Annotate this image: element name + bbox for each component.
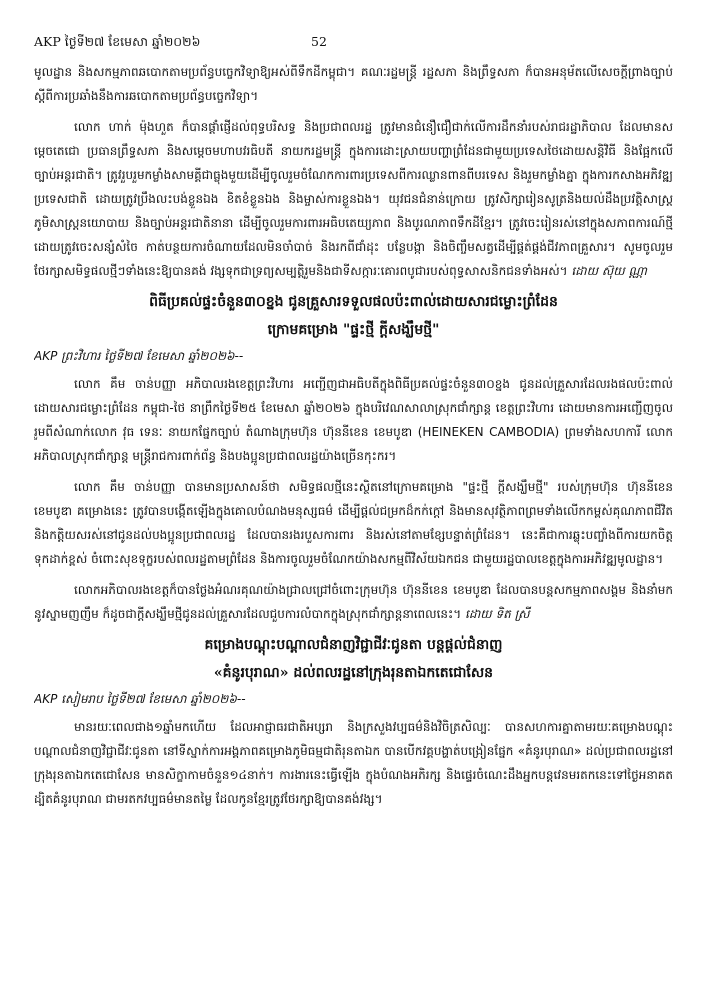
article3-headline-line-2: «គំនូរបុរាណ» ដល់ពលរដ្ឋនៅក្រុងរុនតាឯកតេជោសែន: [213, 665, 494, 681]
article1-paragraph-1: មូលដ្ឋាន និងសកម្មភាពឆបោកតាមប្រព័ន្ធបច្ចេកវិទ្យាឱ្យអស់ពីទឹកដីកម្ពុជា។ គណៈរដ្ឋមន្ត្រី រដ្ឋសភា និងព្រឹទ្ធសភា ក៏បានអនុម័តលើសេចក្តីព្រាងច្បាប់ស្តីពីការប្រឆាំងនឹងការឆបោកតាមប្រព័ន្ធបច្ចេកវិទ្យា។: [34, 65, 673, 103]
article2-dateline: AKP ព្រះវិហារ ថ្ងៃទី២៧ ខែមេសា ឆ្នាំ២០២៦--: [34, 349, 244, 363]
article1-byline: ដោយ ស៊ុយ ណ្ណា: [571, 264, 647, 278]
article2-paragraph-3: [34, 578, 673, 626]
article3-paragraph-1: មានរយៈពេលជាង១ឆ្នាំមកហើយ ដែលអាជ្ញាធរជាតិអប្សរា និងក្រសួងវប្បធម៌និងវិចិត្រសិល្បៈ បានសហការគ្នាតាមរយៈគម្រោងបណ្តុះបណ្តាលជំនាញវិជ្ជាជីវៈជូនតា នៅទីស្នាក់ការអង្គភាពគម្រោងភូមិធម្មជាតិរុនតាឯក បានបើកវគ្គបង្ហាត់បង្រៀនផ្នែក «គំនូរបុរាណ» ដល់ប្រជាពលរដ្ឋនៅក្រុងរុនតាឯកតេជោសែន មានសិក្ខាកាមចំនួន១៤នាក់។ ការងារនេះធ្វើឡើង ក្នុងបំណងអភិរក្ស និងផ្ទេរចំណេះដឹងអ្នកបន្តវេនមរតកនេះទៅថ្ងៃអនាគត ដ្បិតគំនូរបុរាណ ជាមរតកវប្បធម៌មានតម្លៃ ដែលកូនខ្មែរត្រូវថែរក្សាឱ្យបានគង់វង្ស។: [34, 720, 673, 806]
article1-paragraph-2-text: លោក ហាក់ ម៉ុងហួត ក៏បានផ្តាំផ្ញើដល់ពុទ្ធបរិសទ្ធ និងប្រជាពលរដ្ឋ ត្រូវមានជំនឿជឿជាក់លើការដឹកនាំរបស់រាជរដ្ឋាភិបាល ដែលមានសម្តេចតេជោ ប្រធានព្រឹទ្ធសភា និងសម្តេចមហាបវរធិបតី នាយករដ្ឋមន្ត្រី ក្នុងការដោះស្រាយបញ្ហាព្រំដែនជាមួយប្រទេសថៃដោយសន្តិវិធី និងផ្អែកលើច្បាប់អន្តរជាតិ។ ត្រូវរួបរួមកម្លាំងសាមគ្គីជាធ្លុងមួយដើម្បីចូលរួមចំណែកការពារប្រទេសពីការឈ្លានពានពីបរទេស និងរួមកម្លាំងគ្នា ក្នុងការកសាងអភិវឌ្ឍប្រទេសជាតិ ដោយត្រូវប្រឹងលះបង់ខ្លួនឯង ខិតខំខ្លួនឯង និងម្ចាស់ការខ្លួនឯង។ យុវជនជំនាន់ក្រោយ ត្រូវសិក្សារៀនសូត្រនិងយល់ដឹងប្រវត្តិសាស្ត្រ ភូមិសាស្ត្រនយោបាយ និងច្បាប់អន្តរជាតិនានា ដើម្បីចូលរួមការពារអធិបតេយ្យភាព និងបូរណភាពទឹកដីខ្មែរ។ ត្រូវចេះរៀនរស់នៅក្នុងសភាពការណ៍ថ្មី ដោយត្រូវចេះសន្សំសំចៃ កាត់បន្ថយការចំណាយដែលមិនចាំបាច់ និងរកពីជាំដុះ បន្លែបង្កា និងចិញ្ចឹមសត្វដើម្បីផ្គត់ផ្គង់ជីវភាពគ្រួសារ។ សូមចូលរួមថែរក្សាសមិទ្ធផលថ្មីៗទាំងនេះឱ្យបានគង់ វង្សទុកជាទ្រព្យសម្បត្តិរួមនិងជាទីសក្ការៈគោរពបូជារបស់ពុទ្ធសាសនិកជនទាំងអស់។: [34, 120, 673, 278]
page-number: 52: [311, 34, 327, 49]
header-agency-date: AKP ថ្ងៃទី២៧ ខែមេសា ឆ្នាំ២០២៦: [34, 34, 201, 49]
page-header: [34, 34, 673, 54]
article2-byline: ដោយ ទិត ស្រី: [465, 607, 530, 621]
article2-paragraph-1: លោក គឹម ចាន់បញ្ញា អភិបាលរងខេត្តព្រះវិហារ អញ្ជើញជាអធិបតីក្នុងពិធីប្រគល់ផ្ទះចំនួន៣០ខ្នង ជូនដល់គ្រួសារដែលរងផលប៉ះពាល់ដោយសារជម្លោះព្រំដែន កម្ពុជា-ថៃ នាព្រឹកថ្ងៃទី២៥ ខែមេសា ឆ្នាំ២០២៦ ក្នុងបរិវេណសាលាស្រុកជាំក្សាន្ត ខេត្តព្រះវិហារ ដោយមានការអញ្ជើញចូលរួមពីសំណាក់លោក វុធ ទេនៈ នាយកផ្នែកច្បាប់ តំណាងក្រុមហ៊ុន ហ៊ុននីខេន ខេមបូឌា (HEINEKEN CAMBODIA) ព្រមទាំងសហការី លោកអភិបាលស្រុកជាំក្សាន្ត មន្ត្រីរាជការពាក់ព័ន្ធ និងបងប្អូនប្រជាពលរដ្ឋយ៉ាងច្រើនកុះករ។: [34, 377, 673, 463]
article3-dateline: AKP សៀមរាប ថ្ងៃទី២៧ ខែមេសា ឆ្នាំ២០២៦--: [34, 692, 246, 706]
article2-headline-line-1: ពិធីប្រគល់ផ្ទះចំនួន៣០ខ្នង ជូនគ្រួសារទទួលផលប៉ះពាល់ដោយសារជម្លោះព្រំដែន: [149, 294, 558, 310]
article2-headline-line-2: ក្រោមគម្រោង "ផ្ទះថ្មី ក្តីសង្ឃឹមថ្មី": [267, 322, 440, 338]
page-content: [34, 60, 673, 990]
article2-paragraph-3-text: លោកអភិបាលរងខេត្តក៏បានថ្លែងអំណរគុណយ៉ាងជ្រាលជ្រៅចំពោះក្រុមហ៊ុន ហ៊ុននីខេន ខេមបូឌា ដែលបានបន្តសកម្មភាពសង្គម និងនាំមកនូវស្នាមញញឹម ក៏ដូចជាក្តីសង្ឃឹមថ្មីជូនដល់គ្រួសារដែលជួបការលំបាកក្នុងស្រុកជាំក្សាន្តនាពេលនេះ។: [34, 583, 673, 621]
article1-paragraph-2: [34, 115, 673, 283]
article2-paragraph-2: លោក គឹម ចាន់បញ្ញា បានមានប្រសាសន៍ថា សមិទ្ធផលថ្មីនេះស្ថិតនៅក្រោមគម្រោង "ផ្ទះថ្មី ក្តីសង្ឃឹមថ្មី" របស់ក្រុមហ៊ុន ហ៊ុននីខេន ខេមបូឌា គម្រោងនេះ ត្រូវបានបង្កើតឡើងក្នុងគោលបំណងមនុស្សធម៌ ដើម្បីផ្តល់ជម្រកដ៏កក់ក្តៅ និងមានសុវត្ថិភាពព្រមទាំងលើកកម្ពស់គុណភាពជីវិត និងកត្តិយសរស់នៅជូនដល់បងប្អូនប្រជាពលរដ្ឋ ដែលបានរងរបួសការពារ និងរស់នៅតាមខ្សែបន្ទាត់ព្រំដែន។ នេះគឺជាការឆ្លុះបញ្ចាំងពីការយកចិត្តទុកដាក់ខ្ពស់ ចំពោះសុខទុក្ខរបស់ពលរដ្ឋតាមព្រំដែន និងការចូលរួមចំណែកយ៉ាងសកម្មពីវិស័យឯកជន ជាមួយរដ្ឋបាលខេត្តក្នុងការអភិវឌ្ឍមូលដ្ឋាន។: [34, 480, 673, 566]
article3-headline-line-1: គម្រោងបណ្តុះបណ្តាលជំនាញវិជ្ជាជីវៈជូនតា បន្តផ្តល់ជំនាញ: [204, 637, 503, 653]
